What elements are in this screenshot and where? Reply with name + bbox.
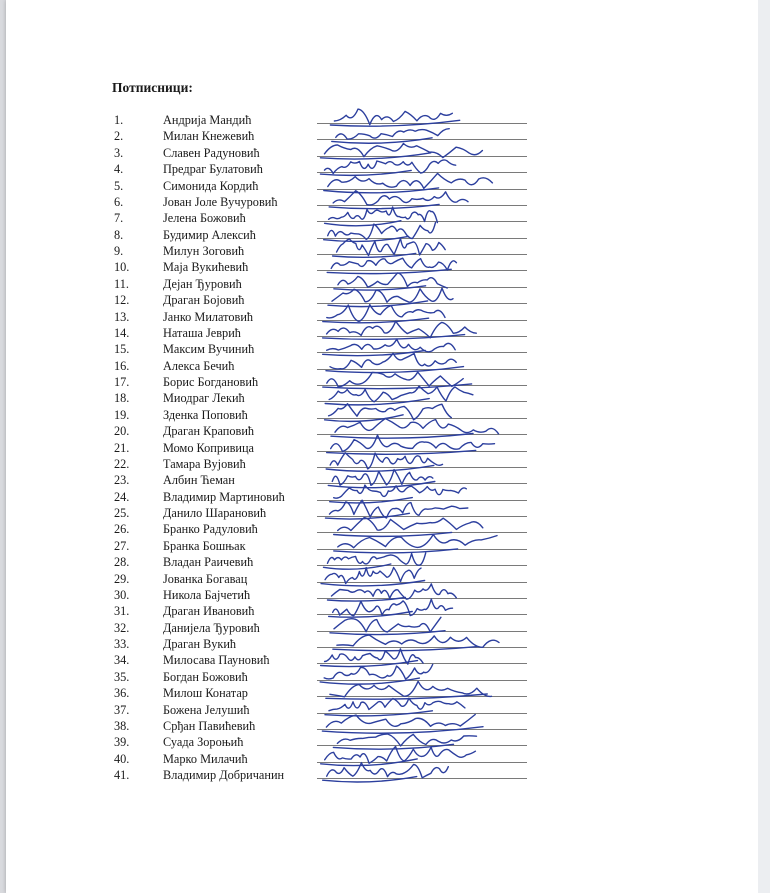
signatory-number: 19. <box>114 407 130 422</box>
signature-line <box>317 221 527 222</box>
signature-line <box>317 270 527 271</box>
signature-line <box>317 762 527 763</box>
list-item <box>6 292 758 308</box>
signatory-number: 4. <box>114 162 124 177</box>
signatory-name: Драган Краповић <box>163 424 255 439</box>
signatory-number: 34. <box>114 653 130 668</box>
list-item <box>6 669 758 685</box>
signatory-name: Албин Ћеман <box>163 473 235 488</box>
signatory-name: Суада Зороњић <box>163 735 244 750</box>
signatory-name: Срђан Павићевић <box>163 718 256 733</box>
signatory-name: Милан Кнежевић <box>163 129 255 144</box>
signature-line <box>317 123 527 124</box>
signature-line <box>317 303 527 304</box>
signatory-name: Симонида Кордић <box>163 178 259 193</box>
signatory-name: Славен Радуновић <box>163 145 260 160</box>
signatory-name: Момо Копривица <box>163 440 255 455</box>
signature-line <box>317 663 527 664</box>
signature-line <box>317 516 527 517</box>
list-item <box>6 652 758 668</box>
signatory-number: 22. <box>114 456 130 471</box>
page-title: Потписници: <box>112 80 193 95</box>
signatory-name: Владимир Добричанин <box>163 768 285 782</box>
signatory-number: 26. <box>114 522 130 537</box>
list-item <box>6 243 758 259</box>
list-item <box>6 390 758 406</box>
signatory-number: 11. <box>114 276 129 291</box>
signature-line <box>317 647 527 648</box>
signature-line <box>317 401 527 402</box>
list-item <box>6 521 758 537</box>
list-item <box>6 718 758 734</box>
signature-line <box>317 680 527 681</box>
list-item <box>6 210 758 226</box>
signatory-number: 24. <box>114 489 130 504</box>
signatory-number: 9. <box>114 244 124 258</box>
signatory-name: Борис Богдановић <box>163 375 259 389</box>
signatory-number: 16. <box>114 358 130 373</box>
signatory-name: Марко Милачић <box>163 751 248 766</box>
list-item <box>6 259 758 275</box>
list-item <box>6 227 758 243</box>
signatory-name: Дејан Ђуровић <box>163 276 242 291</box>
signatory-name: Данило Шарановић <box>163 506 267 520</box>
signature-line <box>317 696 527 697</box>
signatory-number: 31. <box>114 604 130 619</box>
signatory-number: 23. <box>114 473 130 488</box>
signatory-number: 41. <box>114 768 130 782</box>
signature-line <box>317 598 527 599</box>
signatory-number: 32. <box>114 620 130 635</box>
signature-line <box>317 631 527 632</box>
signature-line <box>317 582 527 583</box>
signature-line <box>317 745 527 746</box>
signature-line <box>317 483 527 484</box>
signatory-number: 10. <box>114 260 130 275</box>
signature-line <box>317 549 527 550</box>
signatory-number: 21. <box>114 440 130 455</box>
signature-line <box>317 500 527 501</box>
signatory-number: 18. <box>114 391 130 406</box>
signatory-name: Владимир Мартиновић <box>163 489 285 504</box>
signatory-number: 37. <box>114 702 130 717</box>
list-item <box>6 456 758 472</box>
signatory-number: 27. <box>114 538 130 553</box>
list-item <box>6 374 758 390</box>
signature-line <box>317 565 527 566</box>
signatory-name: Данијела Ђуровић <box>163 620 260 635</box>
signatory-name: Наташа Јеврић <box>163 325 241 340</box>
list-item <box>6 603 758 619</box>
signatory-number: 36. <box>114 686 130 701</box>
signatory-name: Милош Конатар <box>163 686 248 701</box>
list-item <box>6 571 758 587</box>
signature-line <box>317 451 527 452</box>
signatory-name: Маја Вукићевић <box>163 260 249 275</box>
signature-line <box>317 532 527 533</box>
list-item <box>6 440 758 456</box>
list-item <box>6 472 758 488</box>
signatory-name: Будимир Алексић <box>163 227 256 242</box>
signatory-number: 8. <box>114 227 124 242</box>
signatory-name: Предраг Булатовић <box>163 162 263 177</box>
signatory-number: 33. <box>114 637 130 651</box>
list-item <box>6 554 758 570</box>
signatory-name: Алекса Бечић <box>163 358 235 373</box>
signatory-number: 30. <box>114 587 130 602</box>
signatory-name: Јованка Богавац <box>163 571 248 586</box>
signatory-name: Драган Вукић <box>163 637 237 651</box>
signature-line <box>317 369 527 370</box>
list-item <box>6 751 758 767</box>
viewer-edge <box>758 0 770 893</box>
signature-line <box>317 205 527 206</box>
document-page <box>6 0 758 893</box>
signatory-number: 6. <box>114 194 124 209</box>
signatory-list <box>6 112 758 783</box>
signature-line <box>317 254 527 255</box>
signatory-name: Владан Раичевић <box>163 555 254 570</box>
signatory-name: Бранка Бошњак <box>163 538 246 553</box>
list-item <box>6 702 758 718</box>
list-item <box>6 128 758 144</box>
list-item <box>6 489 758 505</box>
signatory-number: 40. <box>114 751 130 766</box>
list-item <box>6 325 758 341</box>
list-item <box>6 685 758 701</box>
list-item <box>6 538 758 554</box>
signature-line <box>317 729 527 730</box>
signatory-name: Милосава Пауновић <box>163 653 270 668</box>
signatory-number: 38. <box>114 718 130 733</box>
signature-line <box>317 418 527 419</box>
signatory-number: 20. <box>114 424 130 439</box>
signatory-name: Максим Вучинић <box>163 342 255 357</box>
signature-line <box>317 467 527 468</box>
signature-line <box>317 156 527 157</box>
signature-line <box>317 778 527 779</box>
signatory-number: 3. <box>114 145 124 160</box>
signatory-name: Драган Ивановић <box>163 604 255 619</box>
signature-line <box>317 336 527 337</box>
signatory-name: Зденка Поповић <box>163 407 248 422</box>
list-item <box>6 194 758 210</box>
signatory-name: Тамара Вујовић <box>163 456 246 471</box>
signatory-name: Драган Бојовић <box>163 293 245 308</box>
signatory-number: 29. <box>114 571 130 586</box>
signatory-number: 14. <box>114 325 130 340</box>
signature-line <box>317 172 527 173</box>
list-item <box>6 145 758 161</box>
signatory-name: Јелена Божовић <box>163 211 246 226</box>
signatory-number: 39. <box>114 735 130 750</box>
signature-line <box>317 614 527 615</box>
signature-line <box>317 287 527 288</box>
signatory-number: 15. <box>114 342 130 357</box>
signatory-name: Јанко Милатовић <box>163 309 254 324</box>
list-item <box>6 423 758 439</box>
signature-line <box>317 189 527 190</box>
signature-line <box>317 238 527 239</box>
list-item <box>6 767 758 783</box>
list-item <box>6 309 758 325</box>
signatory-number: 35. <box>114 669 130 684</box>
signatory-name: Андрија Мандић <box>163 113 252 127</box>
signatory-number: 2. <box>114 129 124 144</box>
signature-line <box>317 139 527 140</box>
signatory-number: 5. <box>114 178 124 193</box>
signature-line <box>317 320 527 321</box>
list-item <box>6 407 758 423</box>
signatory-name: Милун Зоговић <box>163 244 245 258</box>
signatory-number: 17. <box>114 375 130 389</box>
signatory-number: 28. <box>114 555 130 570</box>
list-item <box>6 112 758 128</box>
list-item <box>6 505 758 521</box>
signatory-number: 13. <box>114 309 130 324</box>
signature-line <box>317 352 527 353</box>
signature-line <box>317 434 527 435</box>
signatory-name: Бранко Радуловић <box>163 522 258 537</box>
list-item <box>6 276 758 292</box>
signatory-name: Божена Јелушић <box>163 702 250 717</box>
signatory-number: 7. <box>114 211 124 226</box>
signature-line <box>317 713 527 714</box>
signature-line <box>317 385 527 386</box>
list-item <box>6 620 758 636</box>
list-item <box>6 636 758 652</box>
signatory-name: Миодраг Лекић <box>163 391 245 406</box>
signatory-name: Богдан Божовић <box>163 669 248 684</box>
list-item <box>6 358 758 374</box>
signatory-number: 1. <box>114 113 124 127</box>
list-item <box>6 587 758 603</box>
list-item <box>6 178 758 194</box>
list-item <box>6 161 758 177</box>
list-item <box>6 341 758 357</box>
signatory-number: 25. <box>114 506 130 520</box>
signatory-name: Никола Бајчетић <box>163 587 251 602</box>
signatory-name: Јован Јоле Вучуровић <box>163 194 278 209</box>
signatory-number: 12. <box>114 293 130 308</box>
list-item <box>6 734 758 750</box>
